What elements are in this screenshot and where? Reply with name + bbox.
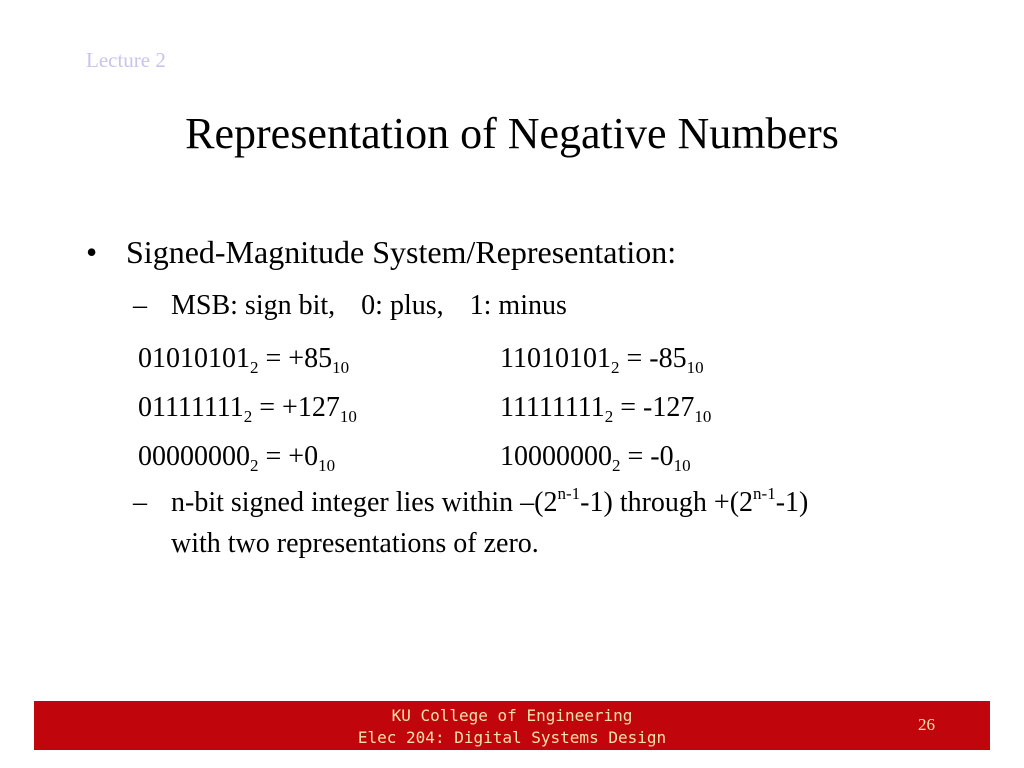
example-positive: [138, 392, 357, 424]
base-subscript: 10: [318, 456, 336, 475]
base-subscript: 2: [250, 358, 259, 377]
binary-value: 01010101: [138, 343, 250, 374]
range-text: -1) through +(2: [580, 487, 754, 518]
range-item: [133, 484, 809, 519]
decimal-value: = -0: [620, 441, 674, 472]
example-negative: [500, 343, 704, 375]
msb-plus: 0: plus,: [361, 290, 444, 321]
example-negative: [500, 441, 691, 473]
binary-value: 01111111: [138, 392, 244, 423]
decimal-value: = -85: [619, 343, 687, 374]
lecture-label: Lecture 2: [86, 48, 166, 72]
base-subscript: 2: [604, 407, 614, 426]
example-positive: [138, 441, 335, 473]
bullet-item: [86, 234, 676, 271]
slide-title: Representation of Negative Numbers: [185, 109, 839, 158]
msb-label: MSB: sign bit,: [171, 290, 336, 321]
base-subscript: 10: [686, 358, 704, 377]
binary-value: 11111111: [500, 392, 605, 423]
base-subscript: 10: [339, 407, 357, 426]
bullet-dot-icon: •: [86, 234, 98, 270]
base-subscript: 10: [332, 358, 350, 377]
exponent: n-1: [753, 484, 776, 503]
base-subscript: 10: [673, 456, 691, 475]
dash-icon: –: [133, 487, 147, 518]
range-text: n-bit signed integer lies within –(2: [171, 487, 558, 518]
footer-bar: [34, 701, 990, 750]
decimal-value: = +127: [252, 392, 340, 423]
dash-icon: –: [133, 290, 147, 321]
base-subscript: 2: [243, 407, 253, 426]
decimal-value: = -127: [613, 392, 695, 423]
binary-value: 10000000: [500, 441, 612, 472]
base-subscript: 10: [694, 407, 712, 426]
example-negative: [500, 392, 711, 424]
example-positive: [138, 343, 349, 375]
msb-minus: 1: minus: [469, 290, 567, 321]
decimal-value: = +0: [258, 441, 319, 472]
page-number: 26: [918, 715, 935, 734]
footer-text: [34, 705, 990, 749]
decimal-value: = +85: [258, 343, 333, 374]
range-continuation: with two representations of zero.: [171, 528, 539, 559]
binary-value: 11010101: [500, 343, 611, 374]
exponent: n-1: [557, 484, 581, 503]
base-subscript: 2: [610, 358, 620, 377]
footer-course: Elec 204: Digital Systems Design: [357, 728, 667, 747]
base-subscript: 2: [250, 456, 259, 475]
msb-item: [133, 290, 567, 322]
footer-college: KU College of Engineering: [391, 706, 633, 725]
bullet-text: Signed-Magnitude System/Representation:: [126, 234, 677, 270]
binary-value: 00000000: [138, 441, 250, 472]
base-subscript: 2: [612, 456, 621, 475]
range-text: -1): [775, 487, 809, 518]
